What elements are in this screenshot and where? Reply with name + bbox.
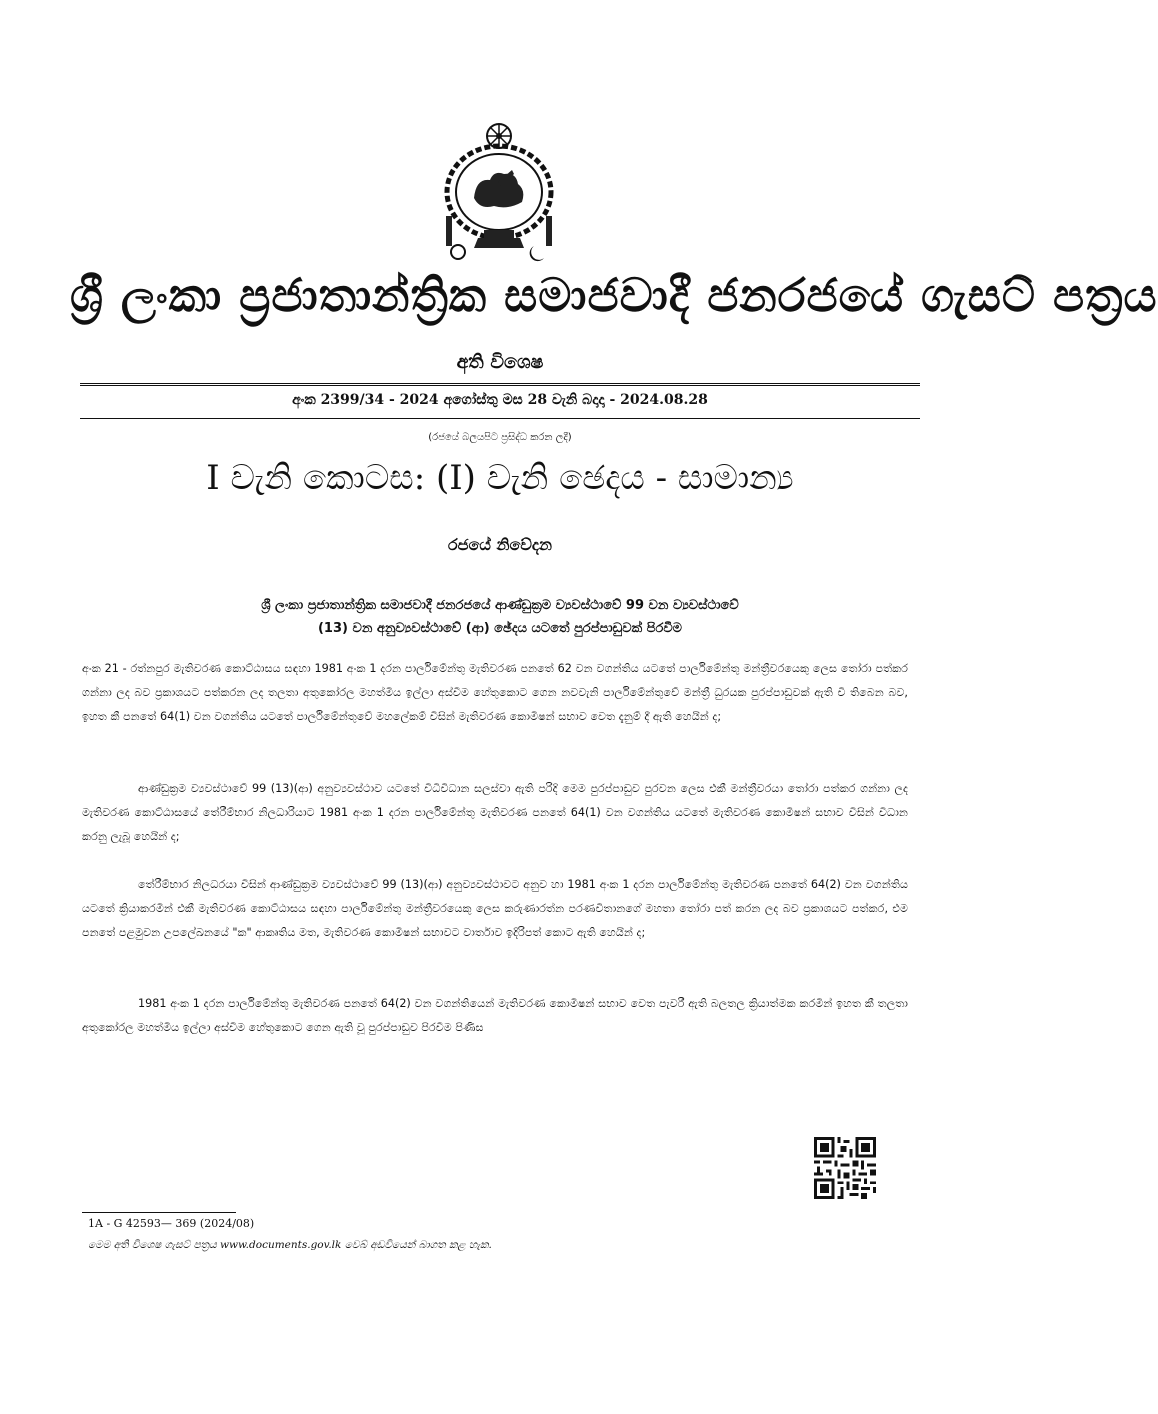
part-heading: I වැනි කොටස: (I) වැනි ඡෙදය - සාමාන්‍ය [206,458,794,498]
authority-note: (රජයේ බලයපිට ප්‍රසිද්ධ කරන ලදී) [428,432,572,443]
sri-lanka-emblem-icon [438,120,560,262]
section-heading: රජයේ නිවේදන [448,535,552,554]
notice-paragraph: ආණ්ඩුක්‍රම ව්‍යවස්ථාවේ 99 (13)(ආ) අනුව්‍යවස්ථාව යටතේ විධිවිධාන සලස්වා ඇති පරිදි මෙම පුරප්පාඩුව පුරවන ලෙස එකී මන්ත්‍රීවරයා තෝරා පත්කර ගන්නා ලද මැතිවරණ කොට්ඨාසයේ තේරීම්භාර නිලධාරියාට 1981 අංක 1 දරන පාර්ලිමේන්තු මැතිවරණ පනතේ 64(1) වන වගන්තිය යටතේ මැතිවරණ කොමිෂන් සභාව විසින් විධාන කරනු ලැබූ හෙයින් ද; [82,782,908,843]
issue-divider [80,418,920,419]
availability-note: මෙම අති විශෙෂ ගැසට් පත්‍රය www.documents.gov.lk වෙබ් අඩවියෙන් බාගත කළ හැක. [88,1239,492,1251]
notice-paragraph: තේරීම්භාර නිලධරයා විසින් ආණ්ඩුක්‍රම ව්‍යවස්ථාවේ 99 (13)(ආ) අනුව්‍යවස්ථාවට අනුව හා 1981 අංක 1 දරන පාර්ලිමේන්තු මැතිවරණ පනතේ 64(2) වන වගන්තිය යටතේ ක්‍රියාකරමින් එකී මැතිවරණ කොට්ඨාසය සඳහා පාර්ලිමේන්තු මන්ත්‍රීවරයෙකු ලෙස කරුණාරත්න පරණවිතානගේ මහතා තෝරා පත් කරන ලද බව ප්‍රකාශයට පත්කර, එම පනතේ පළමුවන උපලේඛනයේ "ක" ආකෘතිය මත, මැතිවරණ කොමිෂන් සභාවට වාර්තාව ඉදිරිපත් කොට ඇති හෙයින් ද; [82,878,908,939]
footnote-divider [82,1212,236,1213]
notice-paragraph: 1981 අංක 1 දරන පාර්ලිමේන්තු මැතිවරණ පනතේ 64(2) වන වගන්තියෙන් මැතිවරණ කොමිෂන් සභාව වෙත පැවරී ඇති බලතල ක්‍රියාත්මක කරමින් ඉහත කී තලතා අතුකෝරල මහත්මිය ඉල්ලා අස්වීම හේතුකොට ගෙන ඇති වූ පුරප්පාඩුව පිරවීම පිණිස [82,997,908,1034]
notice-heading-line1: ශ්‍රී ලංකා ප්‍රජාතාන්ත්‍රික සමාජවාදී ජනරජයේ ආණ්ඩුක්‍රම ව්‍යවස්ථාවේ 99 වන ව්‍යවස්ථාවේ [261,598,739,613]
gazette-title: ශ්‍රී ලංකා ප්‍රජාතාන්ත්‍රික සමාජවාදී ජනරජයේ ගැසට් පත්‍රය [70,268,1158,322]
gazette-subtitle: අති විශෙෂ [456,351,544,373]
notice-paragraph: අංක 21 - රත්නපුර මැතිවරණ කොට්ඨාසය සඳහා 1981 අංක 1 දරන පාර්ලිමේන්තු මැතිවරණ පනතේ 62 වන වගන්තිය යටතේ පාර්ලිමේන්තු මන්ත්‍රීවරයෙකු ලෙස තෝරා පත්කර ගන්නා ලද බව ප්‍රකාශයට පත්කරන ලද තලතා අතුකෝරල මහත්මිය ඉල්ලා අස්වීම හේතුකොට ගෙන නවවැනි පාර්ලිමේන්තුවේ මන්ත්‍රී ධුරයක පුරප්පාඩුවක් ඇති වී තිබෙන බව, ඉහත කී පනතේ 64(1) වන වගන්තිය යටතේ පාර්ලිමේන්තුවේ මහලේකම් විසින් මැතිවරණ කොමිෂන් සභාව වෙත දැනුම් දී ඇති හෙයින් ද; [82,662,908,723]
notice-heading-line2: (13) වන අනුව්‍යවස්ථාවේ (ආ) ඡේදය යටතේ පුරප්පාඩුවක් පිරවීම [317,621,683,636]
qr-code-icon [814,1137,876,1199]
print-code: 1A - G 42593— 369 (2024/08) [88,1217,255,1230]
header-divider [80,383,920,386]
issue-line: අංක 2399/34 - 2024 අගෝස්තු මස 28 වැනි බදාදා - 2024.08.28 [292,392,708,408]
